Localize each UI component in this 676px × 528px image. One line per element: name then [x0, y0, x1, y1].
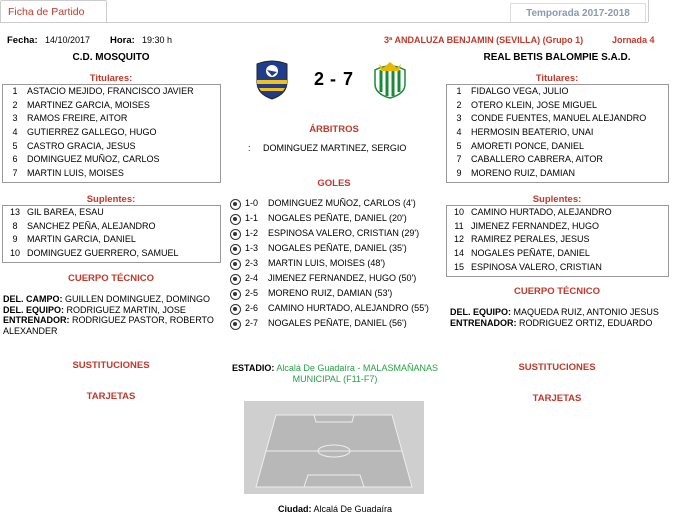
player-row[interactable]	[447, 112, 668, 126]
tab-divider	[0, 22, 648, 23]
player-number: 9	[456, 168, 462, 179]
player-row[interactable]	[3, 220, 220, 234]
player-name[interactable]: DOMINGUEZ MUÑOZ, CARLOS	[27, 154, 160, 165]
player-number: 13	[9, 207, 20, 217]
score-separator: -	[330, 69, 336, 89]
player-number: 10	[453, 207, 464, 217]
estadio-link[interactable]: Alcalá De Guadaíra - MALASMAÑANAS MUNICIPAL (F11-F7)	[276, 363, 438, 384]
goal-row	[230, 211, 444, 226]
goal-score: 1-2	[245, 228, 259, 238]
goal-score: 2-3	[245, 258, 259, 268]
player-name[interactable]: RAMOS FREIRE, AITOR	[27, 113, 128, 124]
panel-edge	[648, 0, 649, 22]
goal-scorer: NOGALES PEÑATE, DANIEL (20')	[268, 213, 407, 223]
goal-score: 1-1	[245, 213, 259, 223]
player-row[interactable]	[447, 247, 668, 261]
goal-scorer: MARTIN LUIS, MOISES (48')	[268, 258, 386, 268]
goal-row	[230, 286, 444, 301]
player-name[interactable]: AMORETI PONCE, DANIEL	[471, 140, 585, 151]
player-number: 9	[12, 234, 18, 245]
home-titulares-list	[2, 84, 221, 183]
player-row[interactable]	[447, 85, 668, 99]
player-number: 1	[12, 86, 18, 96]
player-row[interactable]	[447, 206, 668, 220]
ciudad-label: Ciudad:	[277, 504, 312, 514]
away-staff	[450, 307, 665, 328]
player-name[interactable]: JIMENEZ FERNANDEZ, HUGO	[471, 220, 600, 231]
hora-value: 19:30 h	[142, 35, 173, 45]
player-row[interactable]	[447, 167, 668, 181]
fecha-value: 14/10/2017	[45, 35, 91, 45]
home-del-campo-label: DEL. CAMPO:	[3, 294, 63, 304]
estadio-block	[232, 363, 438, 385]
goal-row	[230, 316, 444, 331]
player-name[interactable]: MARTIN GARCIA, DANIEL	[27, 234, 136, 245]
arbitro-name: DOMINGUEZ MARTINEZ, SERGIO	[263, 143, 407, 153]
estadio-label: ESTADIO:	[232, 363, 275, 373]
away-entrenador-label: ENTRENADOR:	[450, 317, 517, 328]
player-number: 7	[12, 168, 18, 179]
home-del-equipo-label: DEL. EQUIPO:	[3, 304, 65, 315]
away-del-equipo: MAQUEDA RUIZ, ANTONIO JESUS	[513, 307, 659, 317]
away-score: 7	[342, 69, 353, 89]
ball-icon	[230, 289, 241, 300]
player-number: 4	[12, 127, 18, 138]
player-name[interactable]: HERMOSIN BEATERIO, UNAI	[471, 127, 594, 138]
home-staff	[3, 294, 218, 336]
goal-score: 2-6	[245, 303, 259, 313]
tab-label: Ficha de Partido	[8, 6, 85, 18]
goal-scorer: ESPINOSA VALERO, CRISTIAN (29')	[268, 228, 420, 238]
ball-icon	[230, 259, 241, 270]
home-crest-icon[interactable]	[249, 58, 295, 100]
away-titulares-list	[446, 84, 669, 183]
player-row[interactable]	[3, 99, 220, 113]
player-row[interactable]	[3, 112, 220, 126]
away-team-name[interactable]: REAL BETIS BALOMPIE S.A.D.	[483, 52, 631, 63]
player-number: 15	[453, 261, 464, 272]
away-suplentes-list	[446, 205, 669, 277]
competition[interactable]: 3ª ANDALUZA BENJAMIN (SEVILLA) (Grupo 1)	[384, 35, 584, 45]
home-team-name[interactable]: C.D. MOSQUITO	[72, 52, 150, 63]
player-name[interactable]: OTERO KLEIN, JOSE MIGUEL	[471, 99, 598, 110]
player-name[interactable]: CAMINO HURTADO, ALEJANDRO	[471, 207, 612, 217]
home-titulares-label: Titulares:	[89, 73, 133, 84]
player-row[interactable]	[3, 167, 220, 181]
player-number: 5	[456, 140, 462, 151]
away-suplentes-label: Suplentes:	[532, 194, 582, 205]
player-number: 6	[12, 154, 18, 165]
home-entrenador-label: ENTRENADOR:	[3, 315, 70, 325]
player-number: 3	[12, 113, 18, 124]
home-suplentes-label: Suplentes:	[86, 194, 136, 205]
ciudad-value: Alcalá De Guadaíra	[313, 504, 393, 514]
goal-score: 2-7	[245, 318, 259, 328]
season-tab[interactable]: Temporada 2017-2018	[510, 3, 646, 22]
goals-list	[230, 196, 444, 331]
player-name[interactable]: ASTACIO MEJIDO, FRANCISCO JAVIER	[27, 86, 194, 96]
player-name[interactable]: CONDE FUENTES, MANUEL ALEJANDRO	[471, 113, 647, 124]
ball-icon	[230, 214, 241, 225]
ciudad-block	[232, 504, 438, 514]
hora-label: Hora:	[110, 35, 135, 46]
home-entrenador: RODRIGUEZ PASTOR, ROBERTO ALEXANDER	[3, 315, 214, 336]
field-image	[244, 401, 424, 494]
player-row[interactable]	[3, 85, 220, 99]
player-row[interactable]	[3, 153, 220, 167]
player-row[interactable]	[3, 126, 220, 140]
player-row[interactable]	[3, 206, 220, 220]
player-name[interactable]: FIDALGO VEGA, JULIO	[471, 86, 569, 96]
away-entrenador: RODRIGUEZ ORTIZ, EDUARDO	[519, 317, 653, 328]
away-del-equipo-label: DEL. EQUIPO:	[450, 307, 512, 317]
ball-icon	[230, 319, 241, 330]
player-number: 1	[456, 86, 462, 96]
player-name[interactable]: GUTIERREZ GALLEGO, HUGO	[27, 127, 157, 138]
player-name[interactable]: GIL BAREA, ESAU	[27, 207, 104, 217]
player-number: 8	[12, 220, 18, 231]
away-sustituciones-label: SUSTITUCIONES	[518, 362, 596, 373]
goal-scorer: DOMINGUEZ MUÑOZ, CARLOS (4')	[268, 198, 416, 208]
player-name[interactable]: RAMIREZ PERALES, JESUS	[471, 234, 590, 245]
player-row[interactable]	[3, 233, 220, 247]
player-number: 2	[456, 99, 462, 110]
goal-row	[230, 301, 444, 316]
home-sustituciones-label: SUSTITUCIONES	[72, 360, 150, 371]
goal-scorer: MORENO RUIZ, DAMIAN (53')	[268, 288, 393, 298]
player-row[interactable]	[447, 153, 668, 167]
player-row[interactable]	[447, 233, 668, 247]
ball-icon	[230, 274, 241, 285]
player-number: 3	[456, 113, 462, 124]
player-name[interactable]: MARTINEZ GARCIA, MOISES	[27, 99, 150, 110]
goal-scorer: CAMINO HURTADO, ALEJANDRO (55')	[268, 303, 429, 313]
home-del-campo: GUILLEN DOMINGUEZ, DOMINGO	[65, 294, 211, 304]
away-cuerpo-tecnico-label: CUERPO TÉCNICO	[513, 286, 601, 297]
goal-score: 1-3	[245, 243, 259, 253]
goal-score: 2-5	[245, 288, 259, 298]
player-row[interactable]	[447, 140, 668, 154]
player-number: 2	[12, 99, 18, 110]
home-tarjetas-label: TARJETAS	[86, 391, 136, 402]
player-row[interactable]	[447, 99, 668, 113]
player-name[interactable]: MORENO RUIZ, DAMIAN	[471, 168, 576, 179]
away-titulares-label: Titulares:	[535, 73, 579, 84]
home-cuerpo-tecnico-label: CUERPO TÉCNICO	[67, 273, 155, 284]
goal-scorer: NOGALES PEÑATE, DANIEL (35')	[268, 243, 407, 253]
player-row[interactable]	[3, 140, 220, 154]
player-number: 11	[454, 220, 464, 231]
goal-score: 1-0	[245, 198, 259, 208]
player-row[interactable]	[447, 220, 668, 234]
ball-icon	[230, 229, 241, 240]
goal-row	[230, 256, 444, 271]
arbitros-label: ÁRBITROS	[309, 124, 359, 135]
goles-label: GOLES	[317, 178, 351, 189]
arbitro-prefix: :	[248, 143, 251, 153]
player-name[interactable]: CABALLERO CABRERA, AITOR	[471, 154, 603, 165]
player-name[interactable]: MARTIN LUIS, MOISES	[27, 168, 124, 179]
goal-row	[230, 196, 444, 211]
player-name[interactable]: NOGALES PEÑATE, DANIEL	[471, 248, 590, 259]
goal-scorer: NOGALES PEÑATE, DANIEL (56')	[268, 318, 407, 328]
home-suplentes-list	[2, 205, 221, 263]
player-number: 7	[456, 154, 462, 165]
player-number: 4	[456, 127, 462, 138]
goal-row	[230, 241, 444, 256]
player-number: 14	[453, 248, 464, 259]
player-row[interactable]	[447, 261, 668, 275]
goal-scorer: JIMENEZ FERNANDEZ, HUGO (50')	[268, 273, 417, 283]
goal-score: 2-4	[245, 273, 259, 283]
home-score: 2	[313, 69, 324, 89]
away-crest-icon[interactable]	[369, 60, 411, 100]
player-row[interactable]	[447, 126, 668, 140]
player-name[interactable]: ESPINOSA VALERO, CRISTIAN	[471, 261, 602, 272]
goal-row	[230, 226, 444, 241]
fecha-label: Fecha:	[7, 35, 38, 46]
player-row[interactable]	[3, 247, 220, 261]
player-number: 12	[453, 234, 464, 245]
ball-icon	[230, 199, 241, 210]
ball-icon	[230, 244, 241, 255]
player-name[interactable]: CASTRO GRACIA, JESUS	[27, 140, 136, 151]
tab-ficha-de-partido[interactable]	[0, 0, 107, 23]
player-number: 10	[9, 248, 20, 259]
player-name[interactable]: SANCHEZ PEÑA, ALEJANDRO	[27, 220, 156, 231]
player-number: 5	[12, 140, 18, 151]
home-del-equipo: RODRIGUEZ MARTIN, JOSE	[66, 304, 186, 315]
away-tarjetas-label: TARJETAS	[532, 393, 582, 404]
player-name[interactable]: DOMINGUEZ GUERRERO, SAMUEL	[27, 248, 179, 259]
jornada: Jornada 4	[612, 35, 655, 45]
goal-row	[230, 271, 444, 286]
ball-icon	[230, 304, 241, 315]
